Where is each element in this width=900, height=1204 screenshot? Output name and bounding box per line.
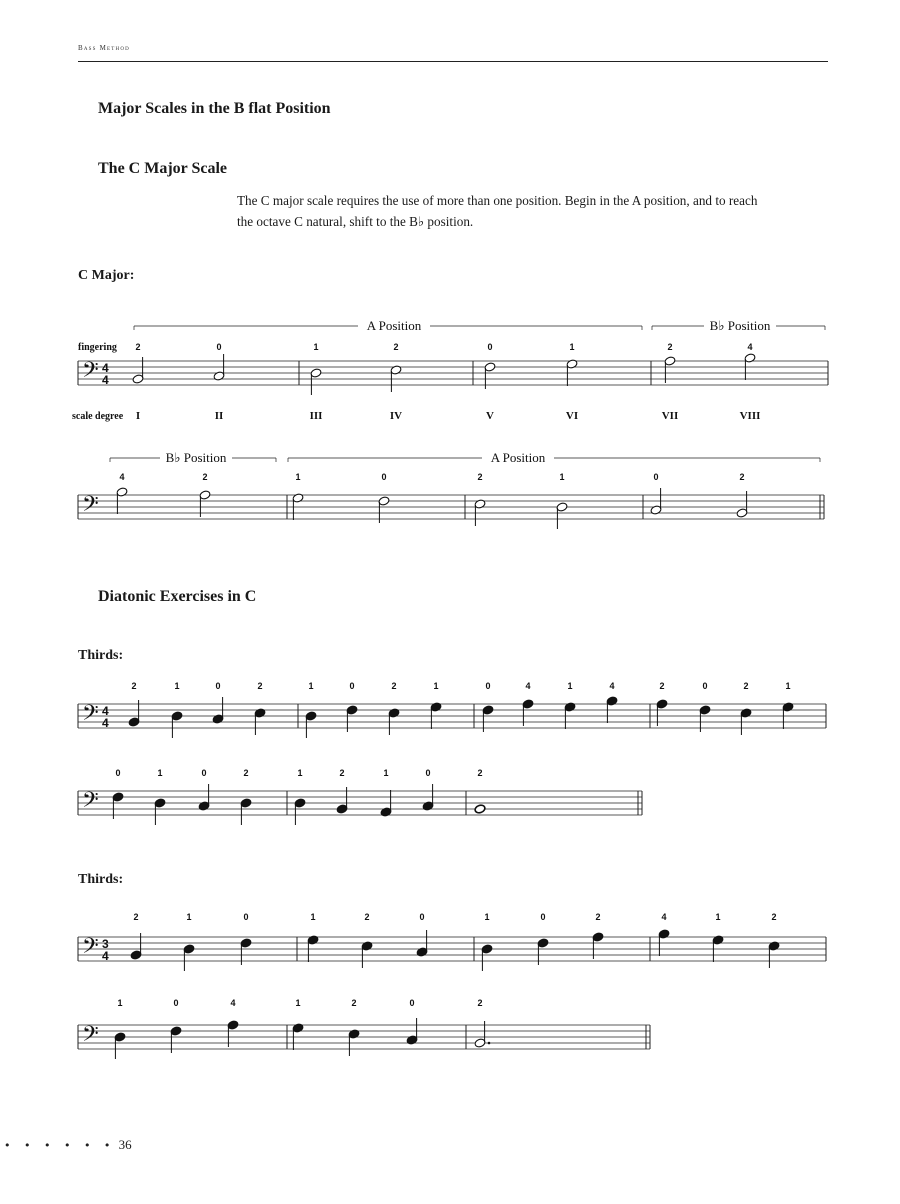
- fingering-number: 1: [785, 681, 791, 691]
- bass-clef-icon: 𝄢: [82, 357, 99, 387]
- fingering-number: 2: [131, 681, 137, 691]
- scale-time-signature-top: 4: [102, 361, 109, 375]
- fingering-number: 2: [393, 342, 399, 352]
- diatonic-title: Diatonic Exercises in C: [98, 588, 257, 605]
- fingering-number: 0: [243, 912, 249, 922]
- fingering-number: 2: [595, 912, 601, 922]
- running-header: Bass Method: [78, 44, 130, 52]
- fingering-number: 0: [419, 912, 425, 922]
- fingering-number: 4: [747, 342, 753, 352]
- fingering-number: 4: [119, 472, 125, 482]
- fingering-number: 2: [477, 998, 483, 1008]
- fingering-number: 0: [702, 681, 708, 691]
- fingering-number: 2: [133, 912, 139, 922]
- ex2-time-signature-bottom: 4: [102, 949, 109, 963]
- fingering-number: 0: [201, 768, 207, 778]
- scale-degree: VI: [565, 410, 579, 422]
- fingering-number: 4: [230, 998, 236, 1008]
- fingering-number: 4: [661, 912, 667, 922]
- fingering-number: 4: [609, 681, 615, 691]
- thirds-label-2: Thirds:: [78, 872, 124, 887]
- scale-degree: I: [135, 410, 141, 422]
- fingering-number: 2: [339, 768, 345, 778]
- fingering-number: 0: [425, 768, 431, 778]
- fingering-number: 2: [351, 998, 357, 1008]
- note-dot: [488, 1042, 491, 1045]
- ex2-time-signature-top: 3: [102, 937, 109, 951]
- intro-paragraph: The C major scale requires the use of more than one position. Begin in the A position, and to reach the octave C natural, shift to the B♭ position.: [237, 193, 758, 229]
- fingering-number: 1: [174, 681, 180, 691]
- fingering-number: 1: [186, 912, 192, 922]
- note-head: [474, 804, 486, 814]
- a-position-bracket-2-label: A Position: [490, 450, 546, 465]
- fingering-number: 1: [295, 472, 301, 482]
- fingering-number: 2: [667, 342, 673, 352]
- fingering-number: 0: [115, 768, 121, 778]
- bass-clef-icon: 𝄢: [82, 700, 99, 730]
- fingering-number: 2: [391, 681, 397, 691]
- subsection-title: The C Major Scale: [98, 160, 228, 177]
- section-title: Major Scales in the B flat Position: [98, 100, 331, 117]
- fingering-number: 1: [313, 342, 319, 352]
- ex1-time-signature-top: 4: [102, 704, 109, 718]
- ex1-time-signature-bottom: 4: [102, 716, 109, 730]
- fingering-number: 2: [364, 912, 370, 922]
- fingering-number: 0: [173, 998, 179, 1008]
- fingering-number: 1: [383, 768, 389, 778]
- fingering-number: 1: [157, 768, 163, 778]
- fingering-label: fingering: [78, 342, 117, 353]
- fingering-number: 0: [653, 472, 659, 482]
- fingering-number: 1: [567, 681, 573, 691]
- fingering-number: 1: [433, 681, 439, 691]
- fingering-number: 0: [487, 342, 493, 352]
- bass-clef-icon: 𝄢: [82, 491, 99, 521]
- fingering-number: 2: [771, 912, 777, 922]
- scale-degree: IV: [389, 410, 403, 422]
- fingering-number: 2: [477, 768, 483, 778]
- fingering-number: 0: [485, 681, 491, 691]
- fingering-number: 0: [215, 681, 221, 691]
- bass-clef-icon: 𝄢: [82, 787, 99, 817]
- fingering-number: 1: [310, 912, 316, 922]
- page-number: 36: [118, 1137, 132, 1152]
- fingering-number: 0: [409, 998, 415, 1008]
- scale-degree: II: [214, 410, 224, 422]
- fingering-number: 2: [659, 681, 665, 691]
- scale-time-signature-bottom: 4: [102, 373, 109, 387]
- scale-degree: VII: [661, 410, 679, 422]
- thirds-label-1: Thirds:: [78, 648, 124, 663]
- scale-degree: V: [486, 410, 494, 422]
- fingering-number: 0: [381, 472, 387, 482]
- fingering-number: 2: [202, 472, 208, 482]
- scale-degree-label: scale degree: [72, 411, 124, 422]
- fingering-number: 1: [559, 472, 565, 482]
- fingering-number: 2: [477, 472, 483, 482]
- fingering-number: 1: [484, 912, 490, 922]
- scale-degree: VIII: [739, 410, 761, 422]
- c-major-label: C Major:: [78, 268, 135, 283]
- fingering-number: 1: [715, 912, 721, 922]
- fingering-number: 1: [569, 342, 575, 352]
- bass-clef-icon: 𝄢: [82, 933, 99, 963]
- bflat-position-bracket-2-label: B♭ Position: [165, 450, 227, 465]
- fingering-number: 2: [257, 681, 263, 691]
- fingering-number: 2: [135, 342, 141, 352]
- bflat-position-bracket-label: B♭ Position: [709, 318, 771, 333]
- fingering-number: 2: [243, 768, 249, 778]
- fingering-number: 4: [525, 681, 531, 691]
- a-position-bracket-label: A Position: [366, 318, 422, 333]
- fingering-number: 1: [117, 998, 123, 1008]
- footer-dots: • • • • • •: [4, 1139, 116, 1152]
- fingering-number: 1: [295, 998, 301, 1008]
- fingering-number: 2: [743, 681, 749, 691]
- fingering-number: 2: [739, 472, 745, 482]
- bass-clef-icon: 𝄢: [82, 1021, 99, 1051]
- fingering-number: 0: [216, 342, 222, 352]
- fingering-number: 1: [308, 681, 314, 691]
- fingering-number: 0: [540, 912, 546, 922]
- fingering-number: 0: [349, 681, 355, 691]
- fingering-number: 1: [297, 768, 303, 778]
- scale-degree: III: [309, 410, 323, 422]
